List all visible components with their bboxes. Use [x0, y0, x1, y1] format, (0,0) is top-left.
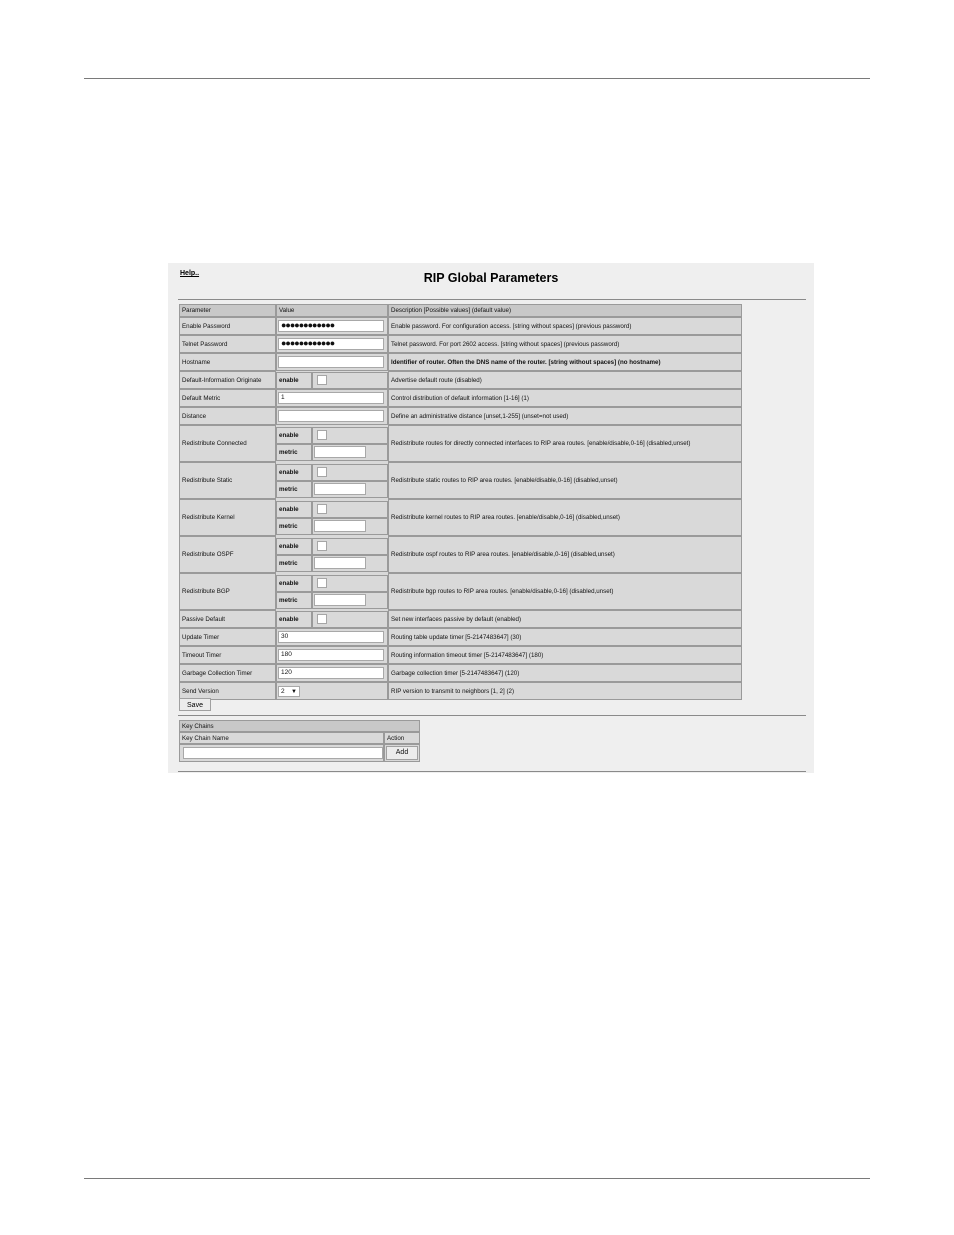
table-row: [179, 353, 742, 371]
table-row: [179, 407, 742, 425]
param-label: Passive Default: [179, 610, 276, 628]
option-label: enable: [276, 501, 312, 518]
option-label: metric: [276, 555, 312, 572]
param-description: Redistribute kernel routes to RIP area routes. [enable/disable,0-16] (disabled,unset): [388, 499, 742, 536]
param-label: Telnet Password: [179, 335, 276, 353]
option-label: enable: [276, 427, 312, 444]
param-description: Define an administrative distance [unset,1-255] (unset=not used): [388, 407, 742, 425]
section-divider: [178, 715, 806, 716]
bottom-divider: [178, 771, 806, 772]
header-action: Action: [384, 732, 420, 744]
table-row: [179, 646, 742, 664]
table-row: [179, 425, 742, 462]
passive-default-checkbox[interactable]: [317, 614, 327, 624]
param-label: Redistribute Connected: [179, 425, 276, 462]
add-button[interactable]: Add: [386, 746, 418, 760]
param-description: Advertise default route (disabled): [388, 371, 742, 389]
key-chains-input-row: [179, 744, 420, 762]
param-description: Redistribute ospf routes to RIP area routes. [enable/disable,0-16] (disabled,unset): [388, 536, 742, 573]
table-row: [179, 682, 742, 700]
option-label: enable: [276, 575, 312, 592]
param-label: Redistribute BGP: [179, 573, 276, 610]
redistribute-connected-metric-input[interactable]: [314, 446, 366, 458]
param-description: Enable password. For configuration access. [string without spaces] (previous password): [388, 317, 742, 335]
key-chains-header-row: [179, 732, 420, 744]
title-divider: [178, 299, 806, 300]
default-info-originate-checkbox[interactable]: [317, 375, 327, 385]
option-label: metric: [276, 592, 312, 609]
enable-password-input[interactable]: ●●●●●●●●●●●●: [278, 320, 384, 332]
default-metric-input[interactable]: 1: [278, 392, 384, 404]
page-title: RIP Global Parameters: [423, 271, 559, 285]
redistribute-ospf-metric-input[interactable]: [314, 557, 366, 569]
garbage-collection-timer-input[interactable]: 120: [278, 667, 384, 679]
option-label: metric: [276, 444, 312, 461]
footer-rule: [84, 1178, 870, 1179]
redistribute-ospf-checkbox[interactable]: [317, 541, 327, 551]
option-label: enable: [276, 538, 312, 555]
redistribute-connected-checkbox[interactable]: [317, 430, 327, 440]
option-label: enable: [276, 611, 312, 628]
header-description: Description [Possible values] (default value): [388, 304, 742, 317]
param-description: Redistribute static routes to RIP area routes. [enable/disable,0-16] (disabled,unset): [388, 462, 742, 499]
table-row: [179, 628, 742, 646]
header-rule: [84, 78, 870, 79]
key-chains-title: Key Chains: [179, 720, 420, 732]
table-header-row: [179, 304, 742, 317]
redistribute-bgp-checkbox[interactable]: [317, 578, 327, 588]
param-description: Routing table update timer [5-2147483647] (30): [388, 628, 742, 646]
option-label: metric: [276, 481, 312, 498]
save-button[interactable]: Save: [179, 698, 211, 711]
param-description: Identifier of router. Often the DNS name of the router. [string without spaces] (no hostname): [388, 353, 742, 371]
hostname-input[interactable]: [278, 356, 384, 368]
table-row: [179, 536, 742, 573]
send-version-value: 2: [281, 687, 285, 695]
redistribute-bgp-metric-input[interactable]: [314, 594, 366, 606]
redistribute-static-checkbox[interactable]: [317, 467, 327, 477]
table-row: [179, 389, 742, 407]
param-description: Redistribute bgp routes to RIP area routes. [enable/disable,0-16] (disabled,unset): [388, 573, 742, 610]
param-label: Timeout Timer: [179, 646, 276, 664]
param-description: Set new interfaces passive by default (enabled): [388, 610, 742, 628]
param-description: Routing information timeout timer [5-2147483647] (180): [388, 646, 742, 664]
send-version-select[interactable]: [278, 686, 300, 697]
param-label: Distance: [179, 407, 276, 425]
param-label: Default Metric: [179, 389, 276, 407]
header-parameter: Parameter: [179, 304, 276, 317]
telnet-password-input[interactable]: ●●●●●●●●●●●●: [278, 338, 384, 350]
table-row: [179, 610, 742, 628]
help-link[interactable]: Help..: [180, 270, 200, 277]
param-description: Redistribute routes for directly connected interfaces to RIP area routes. [enable/disable,0-16] (disabled,unset): [388, 425, 742, 462]
table-row: [179, 462, 742, 499]
table-row: [179, 371, 742, 389]
param-label: Redistribute Static: [179, 462, 276, 499]
redistribute-kernel-metric-input[interactable]: [314, 520, 366, 532]
header-key-chain-name: Key Chain Name: [179, 732, 384, 744]
param-description: RIP version to transmit to neighbors [1, 2] (2): [388, 682, 742, 700]
option-label: enable: [276, 464, 312, 481]
param-description: Telnet password. For port 2602 access. [string without spaces] (previous password): [388, 335, 742, 353]
rip-params-table: [179, 304, 742, 700]
table-row: [179, 335, 742, 353]
param-label: Send Version: [179, 682, 276, 700]
update-timer-input[interactable]: 30: [278, 631, 384, 643]
table-row: [179, 317, 742, 335]
key-chain-name-input[interactable]: [183, 747, 383, 759]
key-chains-table: [179, 720, 420, 762]
param-label: Update Timer: [179, 628, 276, 646]
table-row: [179, 499, 742, 536]
param-label: Redistribute OSPF: [179, 536, 276, 573]
redistribute-kernel-checkbox[interactable]: [317, 504, 327, 514]
param-label: Garbage Collection Timer: [179, 664, 276, 682]
option-label: enable: [276, 372, 312, 389]
param-label: Redistribute Kernel: [179, 499, 276, 536]
key-chains-title-row: [179, 720, 420, 732]
param-label: Default-Information Originate: [179, 371, 276, 389]
param-label: Enable Password: [179, 317, 276, 335]
param-description: Garbage collection timer [5-2147483647] (120): [388, 664, 742, 682]
rip-global-parameters-panel: [168, 263, 814, 773]
option-label: metric: [276, 518, 312, 535]
chevron-down-icon[interactable]: ▼: [291, 688, 297, 695]
header-value: Value: [276, 304, 388, 317]
timeout-timer-input[interactable]: 180: [278, 649, 384, 661]
table-row: [179, 664, 742, 682]
redistribute-static-metric-input[interactable]: [314, 483, 366, 495]
param-label: Hostname: [179, 353, 276, 371]
table-row: [179, 573, 742, 610]
param-description: Control distribution of default information [1-16] (1): [388, 389, 742, 407]
distance-input[interactable]: [278, 410, 384, 422]
